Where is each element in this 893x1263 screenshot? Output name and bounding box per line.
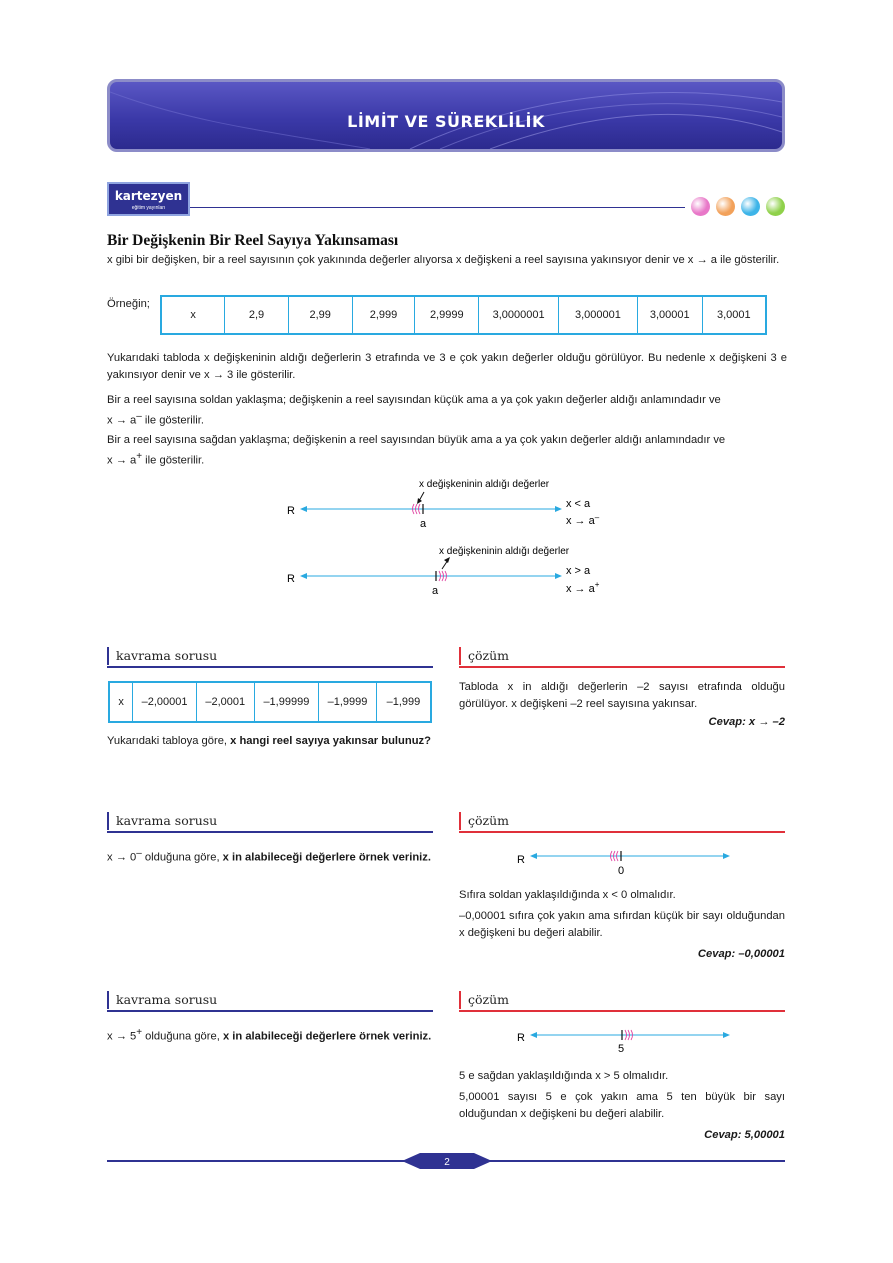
cozum-marker (459, 991, 461, 1009)
left-approach-diagram (280, 474, 630, 534)
p3-expr: x → a (107, 454, 137, 467)
orange-dot-icon (716, 197, 735, 216)
kavrama-rule (107, 666, 433, 668)
q1-question (107, 733, 433, 750)
table-cell: 3,0001 (702, 296, 766, 334)
logo-subtext: eğitim yayınları (131, 205, 166, 211)
q3-answer: Cevap: 5,00001 (704, 1129, 785, 1141)
section-title: Bir Değişkenin Bir Reel Sayıya Yakınsaması (107, 232, 399, 249)
q2-solution-2: –0,00001 sıfıra çok yakın ama sıfırdan küçük bir sayı olduğundan x değişkeni bu değeri alabilir. (459, 910, 785, 939)
table-cell: –1,9999 (319, 682, 377, 722)
cozum-label: çözüm (468, 992, 510, 1007)
real-line-label: R (517, 854, 525, 866)
q3-number-line (510, 1025, 740, 1057)
real-line-label: R (287, 505, 295, 517)
table-cell: –2,00001 (133, 682, 197, 722)
cond-left-sup: – (594, 513, 600, 522)
kavrama-label: kavrama sorusu (116, 992, 218, 1007)
p3-text: Bir a reel sayısına sağdan yaklaşma; değişkenin a reel sayısından büyük ama a ya çok yakın değerler aldığı anlamındadır ve (107, 434, 726, 446)
kavrama-rule (107, 1010, 433, 1012)
q2-expr: x → 0 (107, 851, 137, 864)
table-cell: 2,9 (225, 296, 289, 334)
header-rule (190, 207, 685, 208)
q2-text: olduğuna göre, (141, 851, 223, 864)
table-cell: x (109, 682, 133, 722)
q2-answer: Cevap: –0,00001 (697, 948, 785, 960)
page-number: 2 (444, 1157, 450, 1168)
q3-bold: x in alabileceği değerlere örnek veriniz. (222, 1030, 432, 1043)
diagram-caption: x değişkeninin aldığı değerler (419, 479, 550, 490)
cozum-marker (459, 647, 461, 665)
pointer-arrowhead (417, 498, 422, 504)
left-arrowhead (300, 506, 307, 512)
p3-sup: + (136, 450, 143, 462)
intro-paragraph: x gibi bir değişken, bir a reel sayısının çok yakınında değerler alıyorsa x değişkeni a reel sayısına yakınsıyor denir ve x → a ile gösterilir. (107, 254, 780, 266)
cozum-marker (459, 812, 461, 830)
right-arrowhead (555, 506, 562, 512)
cond-right-sup: + (594, 580, 600, 589)
right-approach-diagram (280, 542, 630, 602)
example-label: Örneğin; (107, 298, 150, 310)
kavrama-label: kavrama sorusu (116, 648, 218, 663)
page-number-badge (402, 1152, 492, 1170)
right-arrowhead (723, 1032, 730, 1038)
q3-expr: x → 5 (107, 1030, 137, 1043)
q1-table (108, 681, 432, 723)
q1-answer: Cevap: x → –2 (708, 716, 785, 728)
q3-solution-2: 5,00001 sayısı 5 e çok yakın ama 5 ten büyük bir sayı olduğundan x değişkeni bu değeri alabilir. (459, 1091, 785, 1120)
q2-bold: x in alabileceği değerlere örnek veriniz. (222, 851, 431, 864)
q1-solution: Tabloda x in aldığı değerlerin –2 sayısı etrafında olduğu görülüyor. x değişkeni –2 reel sayısına yakınsar. (459, 681, 785, 710)
q3-solution-1: 5 e sağdan yaklaşıldığında x > 5 olmalıdır. (459, 1070, 669, 1082)
real-line-label: R (287, 573, 295, 585)
table-cell: 3,000001 (559, 296, 638, 334)
logo-text: kartezyen (114, 189, 183, 203)
cond-greater: x > a (566, 565, 591, 577)
point-a-label: a (432, 585, 439, 597)
cond-approach-right (566, 580, 600, 595)
kavrama-marker (107, 647, 109, 665)
p2-text: Bir a reel sayısına soldan yaklaşma; değişkenin a reel sayısından küçük ama a ya çok yakın değerler aldığı anlamındadır ve (107, 394, 721, 406)
cond-right-expr: x → a (566, 583, 595, 595)
publisher-logo (107, 182, 190, 216)
point-a-label: a (420, 518, 427, 530)
cozum-rule (459, 831, 785, 833)
table-cell: –2,0001 (196, 682, 254, 722)
table-cell: 3,0000001 (479, 296, 559, 334)
diagram-caption: x değişkeninin aldığı değerler (439, 546, 570, 557)
left-arrowhead (530, 1032, 537, 1038)
table-cell: 3,00001 (637, 296, 702, 334)
cond-left-expr: x → a (566, 515, 595, 527)
blue-dot-icon (741, 197, 760, 216)
paragraph-2 (107, 392, 787, 429)
cozum-label: çözüm (468, 813, 510, 828)
page-title: LİMİT VE SÜREKLİLİK (347, 112, 545, 131)
real-line-label: R (517, 1032, 525, 1044)
title-banner (107, 79, 785, 152)
example-table (160, 295, 767, 335)
kavrama-rule (107, 831, 433, 833)
p2-sup: – (136, 410, 142, 422)
q3-question (107, 1025, 433, 1046)
cozum-label: çözüm (468, 648, 510, 663)
p2-expr: x → a (107, 414, 137, 427)
table-cell: 2,9999 (415, 296, 479, 334)
table-cell: x (161, 296, 225, 334)
q1-bold: x hangi reel sayıya yakınsar bulunuz? (230, 735, 431, 747)
kavrama-marker (107, 812, 109, 830)
left-arrowhead (300, 573, 307, 579)
q2-sup: – (136, 848, 142, 859)
q3-sup: + (136, 1027, 143, 1038)
p3-tail: ile gösterilir. (142, 454, 205, 467)
q1-text: Yukarıdaki tabloya göre, (107, 735, 231, 747)
green-dot-icon (766, 197, 785, 216)
cozum-rule (459, 666, 785, 668)
kavrama-marker (107, 991, 109, 1009)
cozum-rule (459, 1010, 785, 1012)
q3-text: olduğuna göre, (142, 1030, 223, 1043)
p2-tail: ile gösterilir. (141, 414, 204, 427)
kavrama-label: kavrama sorusu (116, 813, 218, 828)
left-arrowhead (530, 853, 537, 859)
table-cell: –1,99999 (254, 682, 319, 722)
cond-approach-left (566, 513, 600, 527)
q2-question (107, 846, 433, 867)
table-cell: –1,999 (376, 682, 431, 722)
table-cell: 2,999 (352, 296, 415, 334)
paragraph-1: Yukarıdaki tabloda x değişkeninin aldığı değerlerin 3 etrafında ve 3 e çok yakın değerler olduğu görülüyor. Bu nedenle x değişkeni 3 e yakınsıyor denir ve x → 3 ile gösterilir. (107, 352, 787, 381)
q2-solution-1: Sıfıra soldan yaklaşıldığında x < 0 olmalıdır. (459, 889, 676, 901)
pointer-arrowhead (444, 557, 450, 563)
five-label: 5 (618, 1043, 625, 1055)
cond-less: x < a (566, 498, 591, 510)
paragraph-3 (107, 432, 787, 469)
zero-label: 0 (618, 865, 625, 877)
table-cell: 2,99 (288, 296, 352, 334)
pink-dot-icon (691, 197, 710, 216)
right-arrowhead (723, 853, 730, 859)
q2-number-line (510, 845, 740, 877)
right-arrowhead (555, 573, 562, 579)
